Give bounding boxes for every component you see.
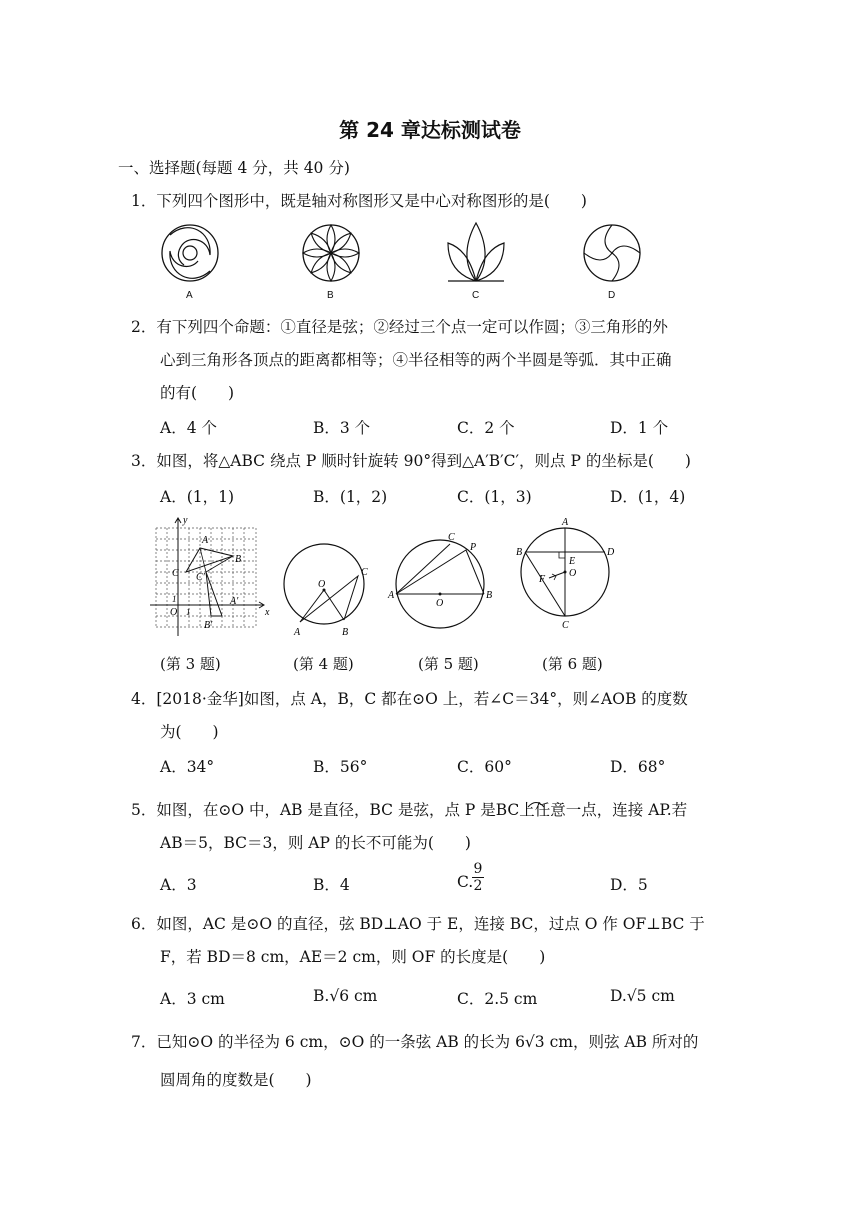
- figure-q4: [284, 544, 368, 638]
- section-heading: 一、选择题(每题 4 分，共 40 分): [118, 159, 350, 177]
- q3-option-b: B．(1，2): [313, 488, 388, 506]
- arc-mark-icon: [527, 793, 545, 801]
- q5-option-a: A．3: [160, 876, 197, 894]
- fig4-label-o: O: [318, 579, 326, 590]
- q1-figure-b: [303, 225, 359, 281]
- q2-option-c: C．2 个: [457, 419, 515, 437]
- q1-stem: 1．下列四个图形中，既是轴对称图形又是中心对称图形的是( ): [131, 192, 587, 210]
- q3-option-a: A．(1，1): [160, 488, 235, 506]
- q4-option-b: B．56°: [313, 758, 368, 776]
- q5-line-1: 5．如图，在⊙O 中，AB 是直径，BC 是弦，点 P 是BC上任意一点，连接 AP.若: [131, 801, 688, 819]
- fig3-label-b: B: [235, 554, 242, 565]
- q2-line-2: 心到三角形各顶点的距离都相等；④半径相等的两个半圆是等弧．其中正确: [160, 351, 672, 369]
- q2-line-1: 2．有下列四个命题：①直径是弦；②经过三个点一定可以作圆；③三角形的外: [131, 318, 668, 336]
- fig3-label-cprime: C′: [196, 572, 205, 583]
- q6-option-d: D.√5 cm: [610, 987, 675, 1005]
- q3-option-c: C．(1，3): [457, 488, 532, 506]
- q6-line-1: 6．如图，AC 是⊙O 的直径，弦 BD⊥AO 于 E，连接 BC，过点 O 作 OF⊥BC 于: [131, 915, 705, 933]
- fig6-label-b: B: [516, 547, 523, 558]
- q7-line-2: 圆周角的度数是( ): [160, 1071, 312, 1089]
- q5-fraction-numerator: 9: [473, 861, 483, 877]
- fig5-label-c: C: [448, 532, 455, 543]
- fig3-label-o: O: [170, 607, 178, 618]
- q5-option-c: C.: [457, 873, 474, 891]
- fig3-label-x1: 1: [186, 607, 191, 617]
- q2-option-b: B．3 个: [313, 419, 371, 437]
- q1-figure-a: [162, 225, 218, 281]
- fig3-label-c: C: [172, 568, 179, 579]
- q1-figure-d: [584, 225, 640, 281]
- figures-row: [148, 512, 628, 642]
- caption-q3: (第 3 题): [160, 655, 221, 673]
- q1-label-a: A: [186, 290, 193, 301]
- fig5-label-p: P: [470, 542, 477, 553]
- fig3-label-y: y: [183, 515, 188, 526]
- q5-line-2: AB＝5，BC＝3，则 AP 的长不可能为( ): [160, 834, 471, 852]
- fig6-label-o: O: [569, 568, 577, 579]
- q1-label-c: C: [472, 290, 480, 301]
- fig3-label-a: A: [202, 535, 209, 546]
- q4-option-a: A．34°: [160, 758, 215, 776]
- page-title: 第 24 章达标测试卷: [339, 118, 521, 142]
- q6-option-c: C．2.5 cm: [457, 990, 538, 1008]
- fig3-label-bprime: B′: [204, 620, 213, 631]
- figure-q6: [516, 517, 615, 631]
- q2-line-3: 的有( ): [160, 384, 235, 402]
- fig4-label-a: A: [294, 627, 301, 638]
- fig3-label-x: x: [265, 607, 270, 618]
- caption-q6: (第 6 题): [542, 655, 603, 673]
- fig6-label-c: C: [562, 620, 569, 631]
- fig6-label-f: F: [539, 574, 546, 585]
- q3-stem: 3．如图，将△ABC 绕点 P 顺时针旋转 90°得到△A′B′C′，则点 P 的坐标是( ): [131, 452, 691, 470]
- fig4-label-b: B: [342, 627, 349, 638]
- fig3-label-y1: 1: [172, 594, 177, 604]
- q5-fraction-denominator: 2: [473, 878, 483, 894]
- q1-figure-c: [448, 223, 504, 281]
- fig5-label-o: O: [436, 598, 444, 609]
- fig3-label-aprime: A′: [230, 596, 239, 607]
- caption-q4: (第 4 题): [293, 655, 354, 673]
- fig4-label-c: C: [361, 567, 368, 578]
- q2-option-a: A．4 个: [160, 419, 217, 437]
- q4-line-1: 4．[2018·金华]如图，点 A，B，C 都在⊙O 上，若∠C＝34°，则∠AOB 的度数: [131, 690, 688, 708]
- q5-option-b: B．4: [313, 876, 350, 894]
- q6-option-b: B.√6 cm: [313, 987, 378, 1005]
- fig6-label-a: A: [562, 517, 569, 528]
- q2-option-d: D．1 个: [610, 419, 669, 437]
- q5-fraction: [472, 861, 484, 894]
- q6-option-a: A．3 cm: [160, 990, 225, 1008]
- q4-option-c: C．60°: [457, 758, 512, 776]
- q6-line-2: F，若 BD＝8 cm，AE＝2 cm，则 OF 的长度是( ): [160, 948, 546, 966]
- q4-line-2: 为( ): [160, 723, 219, 741]
- figure-q5: [387, 532, 492, 628]
- fig5-label-b: B: [486, 590, 493, 601]
- fig6-label-d: D: [607, 547, 615, 558]
- q5-option-d: D．5: [610, 876, 648, 894]
- q3-option-d: D．(1，4): [610, 488, 686, 506]
- q7-line-1: 7．已知⊙O 的半径为 6 cm，⊙O 的一条弦 AB 的长为 6√3 cm，则弦 AB 所对的: [131, 1033, 699, 1051]
- fig5-label-a: A: [388, 590, 395, 601]
- fig6-label-e: E: [569, 556, 576, 567]
- caption-q5: (第 5 题): [418, 655, 479, 673]
- q1-label-b: B: [327, 290, 334, 301]
- q4-option-d: D．68°: [610, 758, 666, 776]
- q1-figures: [150, 218, 660, 308]
- q1-label-d: D: [608, 290, 616, 301]
- figure-q3: [150, 515, 270, 636]
